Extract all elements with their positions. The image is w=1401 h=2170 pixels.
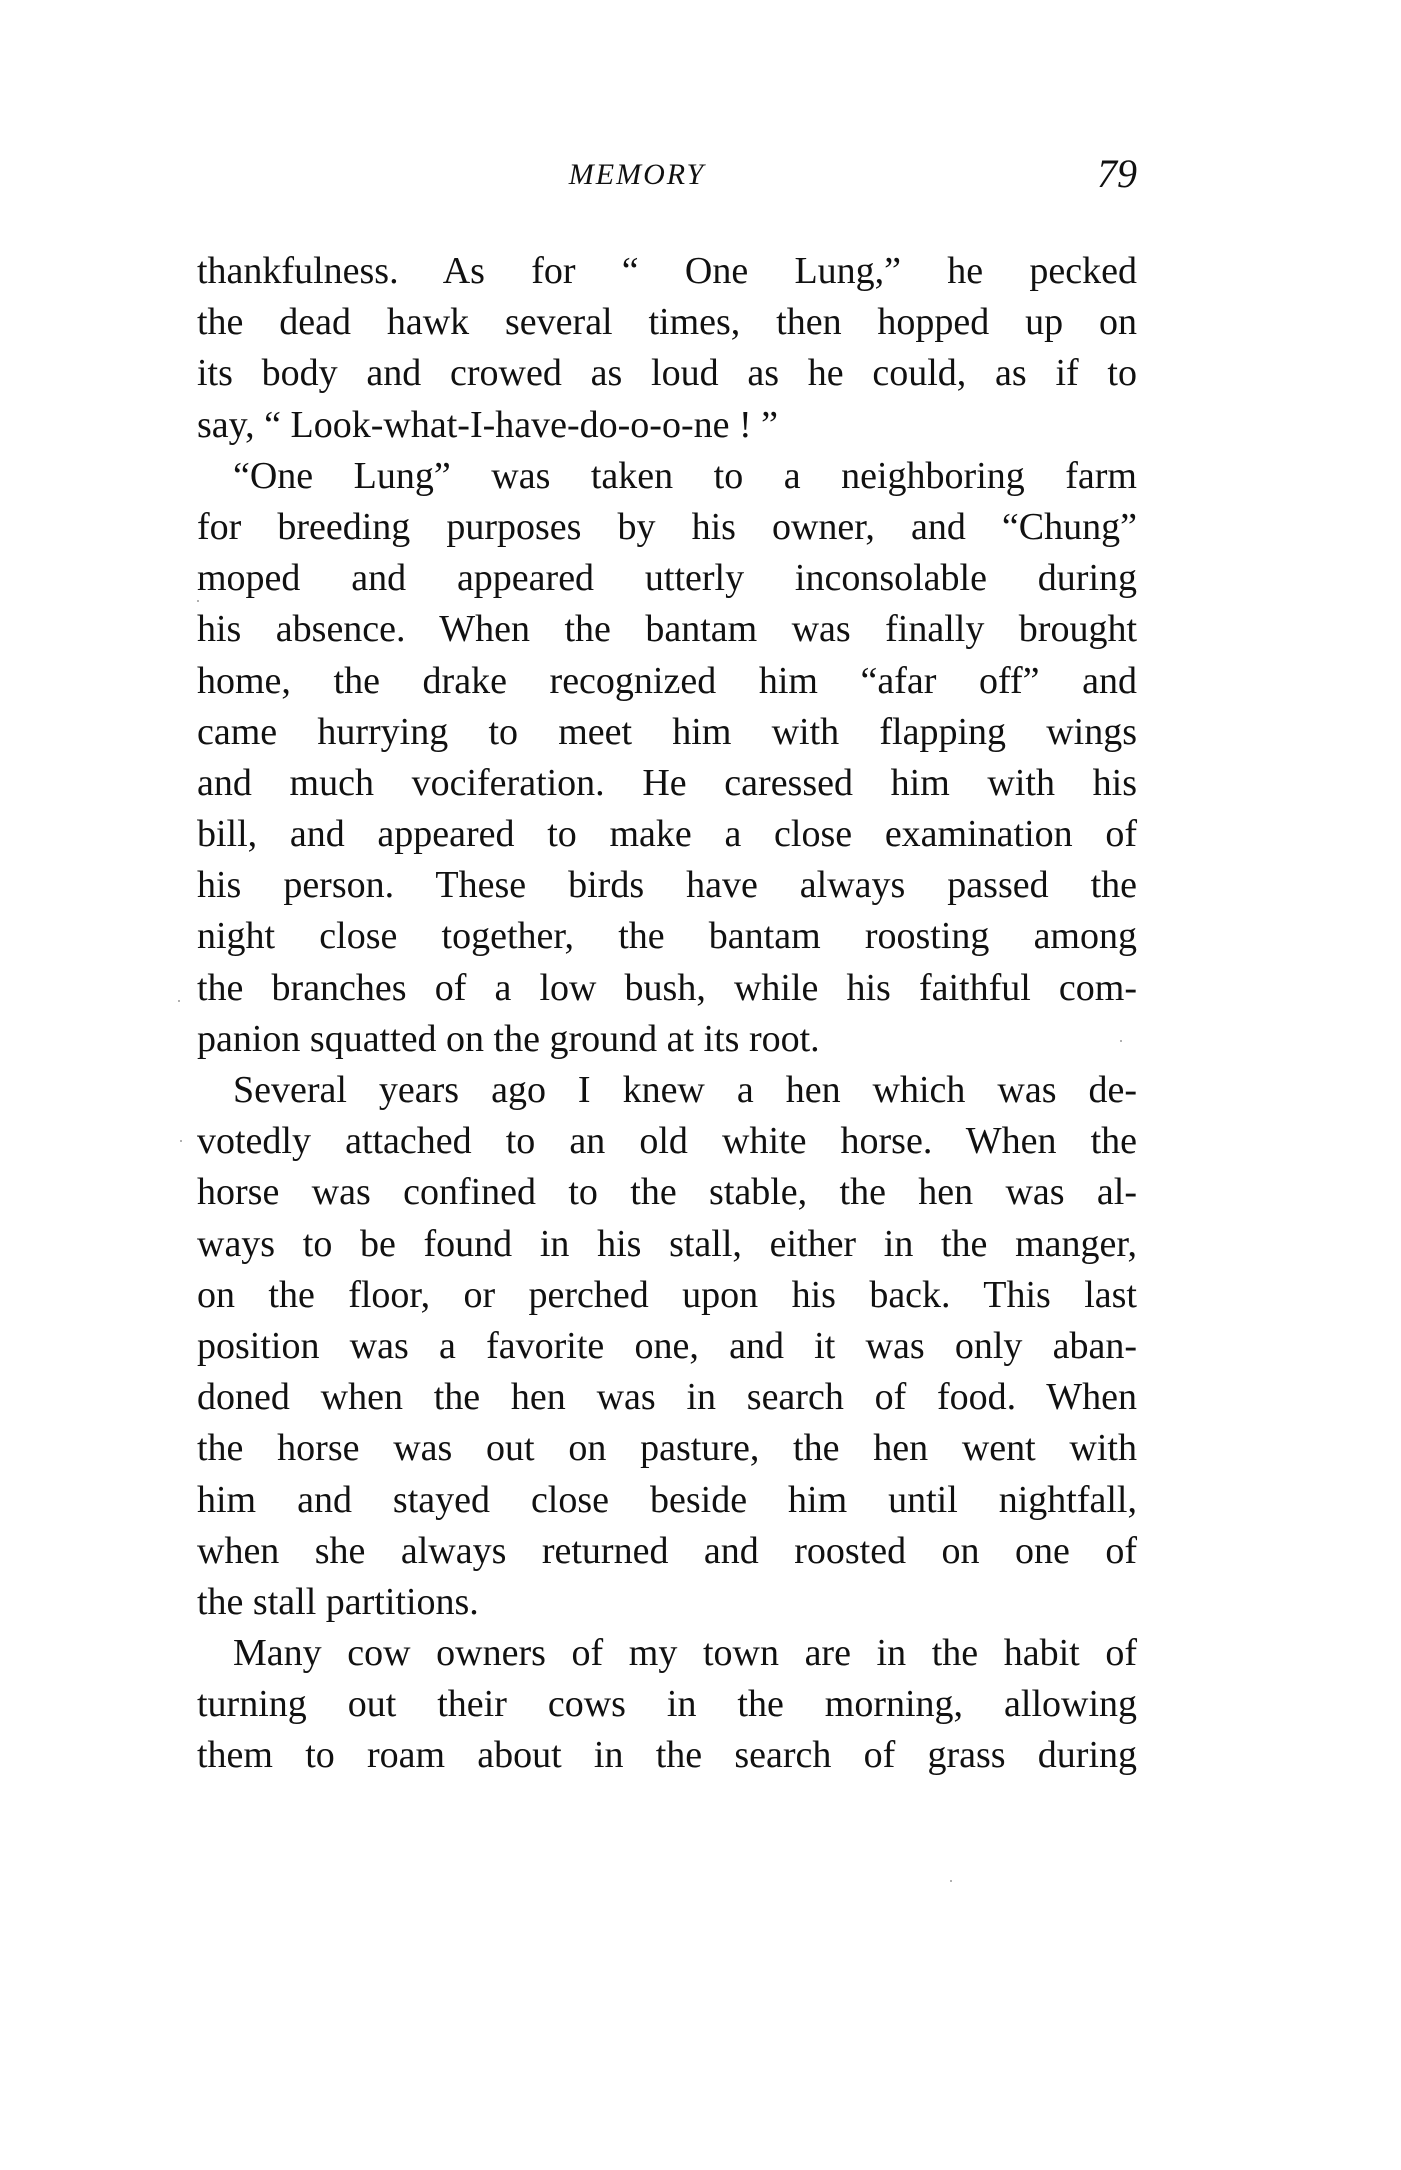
text-line: bill, and appeared to make a close examination of (197, 813, 1137, 856)
scan-speck (1120, 1040, 1122, 1042)
chapter-title: MEMORY (568, 158, 706, 191)
text-line: for breeding purposes by his owner, and “Chung” (197, 505, 1137, 548)
text-line: night close together, the bantam roosting among (197, 915, 1137, 958)
running-head (197, 150, 1137, 200)
text-line: thankfulness. As for “ One Lung,” he pecked (197, 250, 1137, 292)
text-line: came hurrying to meet him with flapping wings (197, 710, 1137, 753)
text-line: him and stayed close beside him until nightfall, (197, 1478, 1137, 1521)
text-line: the horse was out on pasture, the hen went with (197, 1427, 1137, 1470)
text-line: doned when the hen was in search of food. When (197, 1376, 1137, 1419)
text-line: turning out their cows in the morning, allowing (197, 1683, 1137, 1726)
text-line: Several years ago I knew a hen which was de- (233, 1069, 1137, 1111)
text-line: moped and appeared utterly inconsolable during (197, 557, 1137, 600)
text-line: ways to be found in his stall, either in the manger, (197, 1222, 1137, 1265)
text-line: panion squatted on the ground at its root. (197, 1017, 820, 1060)
text-line: votedly attached to an old white horse. When the (197, 1120, 1137, 1163)
scan-speck (178, 1000, 180, 1002)
text-line: horse was confined to the stable, the hen was al- (197, 1171, 1137, 1214)
page-number: 79 (1097, 151, 1137, 196)
text-line: on the floor, or perched upon his back. This last (197, 1273, 1137, 1316)
text-line: when she always returned and roosted on one of (197, 1529, 1137, 1572)
text-line: the dead hawk several times, then hopped up on (197, 301, 1137, 344)
text-line: position was a favorite one, and it was only aban- (197, 1324, 1137, 1367)
text-line: the stall partitions. (197, 1580, 479, 1623)
scan-speck (950, 1880, 952, 1882)
text-line: his person. These birds have always passed the (197, 864, 1137, 907)
text-line: and much vociferation. He caressed him with his (197, 761, 1137, 804)
text-line: Many cow owners of my town are in the habit of (233, 1632, 1137, 1675)
scan-speck (180, 1140, 182, 1142)
text-line: “One Lung” was taken to a neighboring farm (233, 454, 1137, 497)
text-line: the branches of a low bush, while his faithful com- (197, 966, 1137, 1009)
text-line: say, “ Look-what-I-have-do-o-o-ne ! ” (197, 403, 778, 446)
text-line: them to roam about in the search of grass during (197, 1734, 1137, 1777)
body-text (197, 246, 1137, 1782)
text-line: home, the drake recognized him “afar off” and (197, 659, 1137, 702)
text-line: its body and crowed as loud as he could, as if to (197, 352, 1137, 395)
text-line: his absence. When the bantam was finally brought (197, 608, 1137, 651)
scan-speck (197, 600, 199, 602)
